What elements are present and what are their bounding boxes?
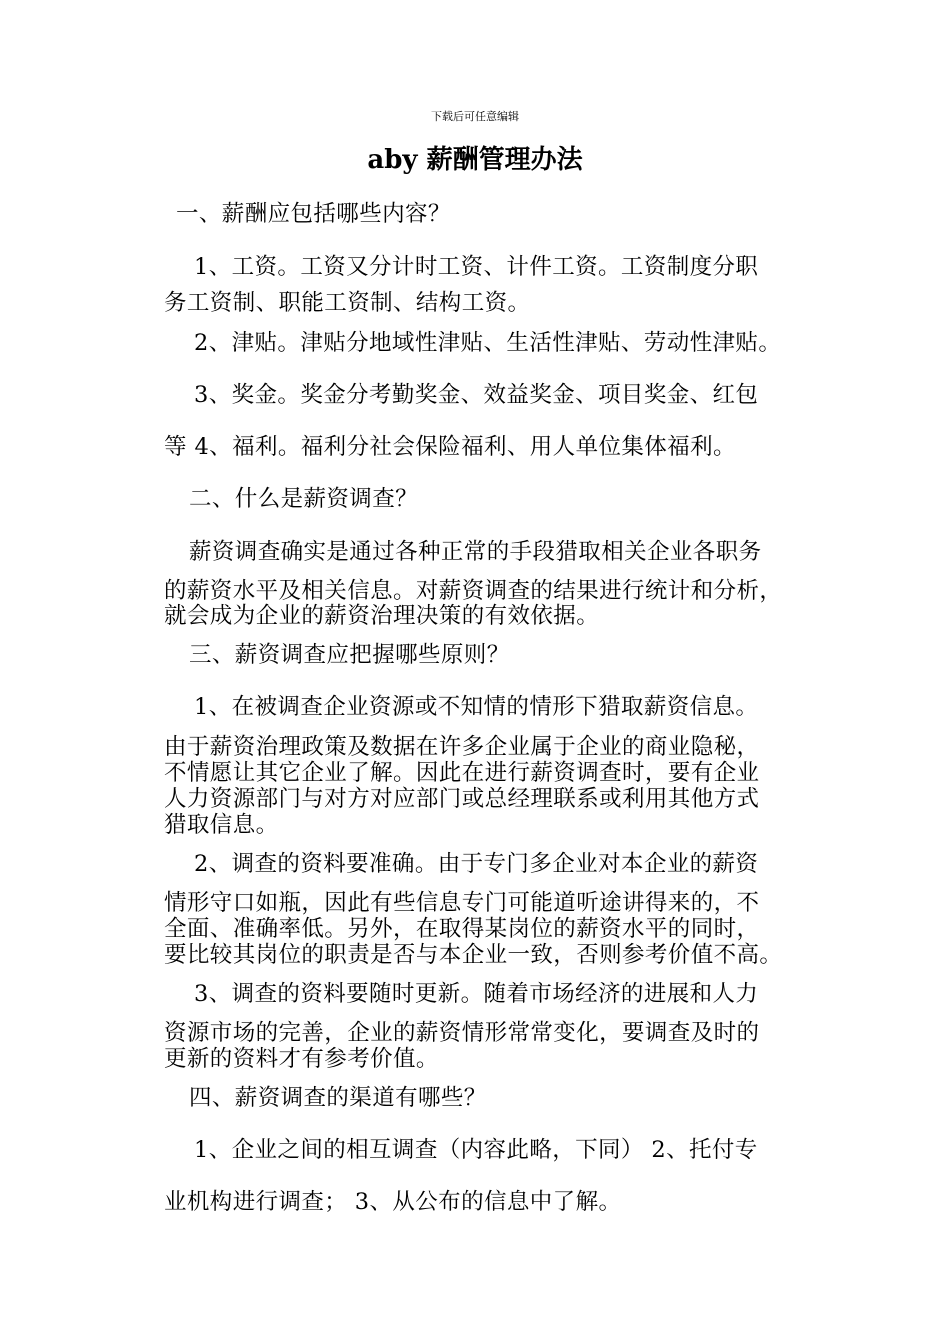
paragraph-line: 3、奖金。奖金分考勤奖金、效益奖金、项目奖金、红包 — [194, 382, 759, 408]
paragraph-line: 人力资源部门与对方对应部门或总经理联系或利用其他方式 — [164, 786, 760, 812]
section-heading-4: 四、薪资调查的渠道有哪些？ — [189, 1085, 487, 1111]
section-heading-1: 一、薪酬应包括哪些内容？ — [176, 201, 451, 227]
paragraph-line: 情形守口如瓶，因此有些信息专门可能道听途讲得来的，不 — [164, 890, 760, 916]
paragraph-line: 的薪资水平及相关信息。对薪资调查的结果进行统计和分析， — [164, 578, 783, 604]
paragraph-line: 全面、准确率低。另外，在取得某岗位的薪资水平的同时， — [164, 916, 760, 942]
paragraph-line: 3、调查的资料要随时更新。随着市场经济的进展和人力 — [194, 981, 759, 1007]
paragraph-line: 由于薪资治理政策及数据在许多企业属于企业的商业隐秘， — [164, 734, 760, 760]
paragraph-line: 1、工资。工资又分计时工资、计件工资。工资制度分职 — [194, 254, 759, 280]
paragraph-line: 2、津贴。津贴分地域性津贴、生活性津贴、劳动性津贴。 — [194, 330, 782, 356]
paragraph-line: 不情愿让其它企业了解。因此在进行薪资调查时，要有企业 — [164, 760, 760, 786]
paragraph-line: 务工资制、职能工资制、结构工资。 — [164, 290, 531, 316]
paragraph-line: 1、企业之间的相互调查（内容此略，下同） 2、托付专 — [194, 1137, 758, 1163]
paragraph-line: 业机构进行调查； 3、从公布的信息中了解。 — [164, 1189, 622, 1215]
section-heading-2: 二、什么是薪资调查？ — [189, 486, 419, 512]
document-title: aby 薪酬管理办法 — [367, 145, 583, 175]
section-heading-3: 三、薪资调查应把握哪些原则？ — [189, 642, 510, 668]
paragraph-line: 2、调查的资料要准确。由于专门多企业对本企业的薪资 — [194, 851, 759, 877]
paragraph-line: 薪资调查确实是通过各种正常的手段猎取相关企业各职务 — [189, 539, 762, 565]
page-header-note: 下载后可任意编辑 — [431, 110, 519, 123]
paragraph-line: 更新的资料才有参考价值。 — [164, 1046, 439, 1072]
paragraph-line: 资源市场的完善，企业的薪资情形常常变化，要调查及时的 — [164, 1020, 760, 1046]
paragraph-line: 猎取信息。 — [164, 812, 279, 838]
paragraph-line: 要比较其岗位的职责是否与本企业一致，否则参考价值不高。 — [164, 942, 783, 968]
paragraph-line: 等 4、福利。福利分社会保险福利、用人单位集体福利。 — [164, 434, 736, 460]
paragraph-line: 1、在被调查企业资源或不知情的情形下猎取薪资信息。 — [194, 694, 759, 720]
paragraph-line: 就会成为企业的薪资治理决策的有效依据。 — [164, 603, 600, 629]
